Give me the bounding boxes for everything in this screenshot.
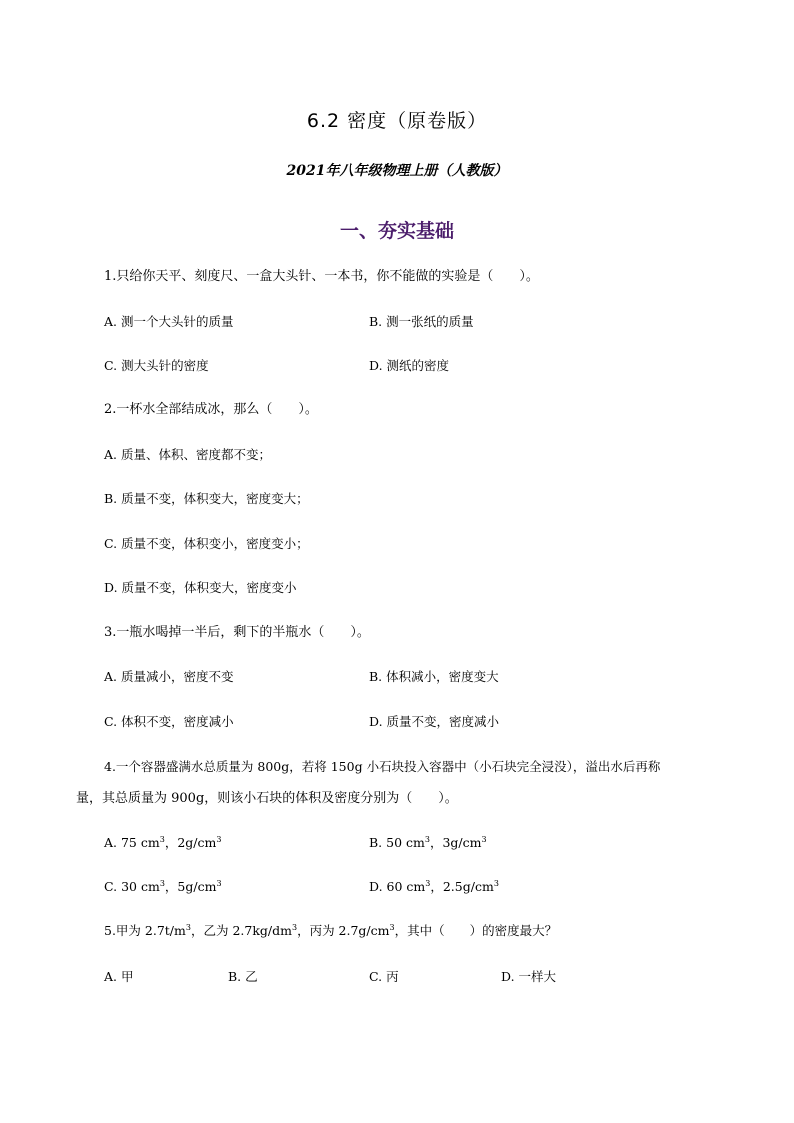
- question-3-option-d: D. 质量不变，密度减小: [369, 714, 500, 729]
- question-2-stem: 2.一杯水全部结成冰，那么（ ）。: [104, 402, 318, 417]
- question-5-option-b: B. 乙: [228, 969, 258, 984]
- question-5-option-a: A. 甲: [104, 969, 134, 984]
- question-4-option-d: D. 60 $cm^3$，$2.5g/cm^3$: [369, 878, 499, 894]
- question-1-stem: 1.只给你天平、刻度尺、一盒大头针、一本书，你不能做的实验是（ ）。: [104, 269, 539, 284]
- question-1-option-a: A. 测一个大头针的质量: [104, 314, 234, 329]
- question-2-option-a: A. 质量、体积、密度都不变；: [104, 447, 271, 462]
- question-4-stem-line-2: 量，其总质量为 900g，则该小石块的体积及密度分别为（ ）。: [76, 791, 458, 806]
- question-4-option-c: C. 30 $cm^3$，$5g/cm^3$: [104, 878, 222, 894]
- question-5-stem: 5.甲为 $2.7t/m^3$，乙为 $2.7kg/dm^3$，丙为 $2.7g/cm^3$，其中（ ）的密度最大？: [104, 922, 558, 938]
- question-5-option-d: D. 一样大: [501, 969, 557, 984]
- question-3-option-a: A. 质量减小，密度不变: [104, 669, 234, 684]
- question-1-option-b: B. 测一张纸的质量: [369, 314, 474, 329]
- question-1-option-c: C. 测大头针的密度: [104, 358, 209, 373]
- question-5-option-c: C. 丙: [369, 969, 399, 984]
- question-4-option-b: B. 50 $cm^3$，$3g/cm^3$: [369, 834, 487, 850]
- page-subtitle: 2021年八年级物理上册（人教版）: [286, 163, 508, 179]
- question-2-option-d: D. 质量不变，体积变大，密度变小: [104, 580, 297, 595]
- question-4-option-a: A. 75 $cm^3$，$2g/cm^3$: [104, 834, 222, 850]
- question-2-option-c: C. 质量不变，体积变小，密度变小；: [104, 536, 309, 551]
- question-3-stem: 3.一瓶水喝掉一半后，剩下的半瓶水（ ）。: [104, 625, 370, 640]
- page-title: 6.2 密度（原卷版）: [306, 110, 488, 132]
- question-4-stem-line-1: 4.一个容器盛满水总质量为 800g，若将 150g 小石块投入容器中（小石块完全浸没），溢出水后再称: [104, 759, 661, 774]
- question-3-option-b: B. 体积减小，密度变大: [369, 669, 499, 684]
- question-3-option-c: C. 体积不变，密度减小: [104, 714, 234, 729]
- section-heading: 一、夯实基础: [339, 220, 454, 242]
- question-1-option-d: D. 测纸的密度: [369, 358, 450, 373]
- question-2-option-b: B. 质量不变，体积变大，密度变大；: [104, 491, 309, 506]
